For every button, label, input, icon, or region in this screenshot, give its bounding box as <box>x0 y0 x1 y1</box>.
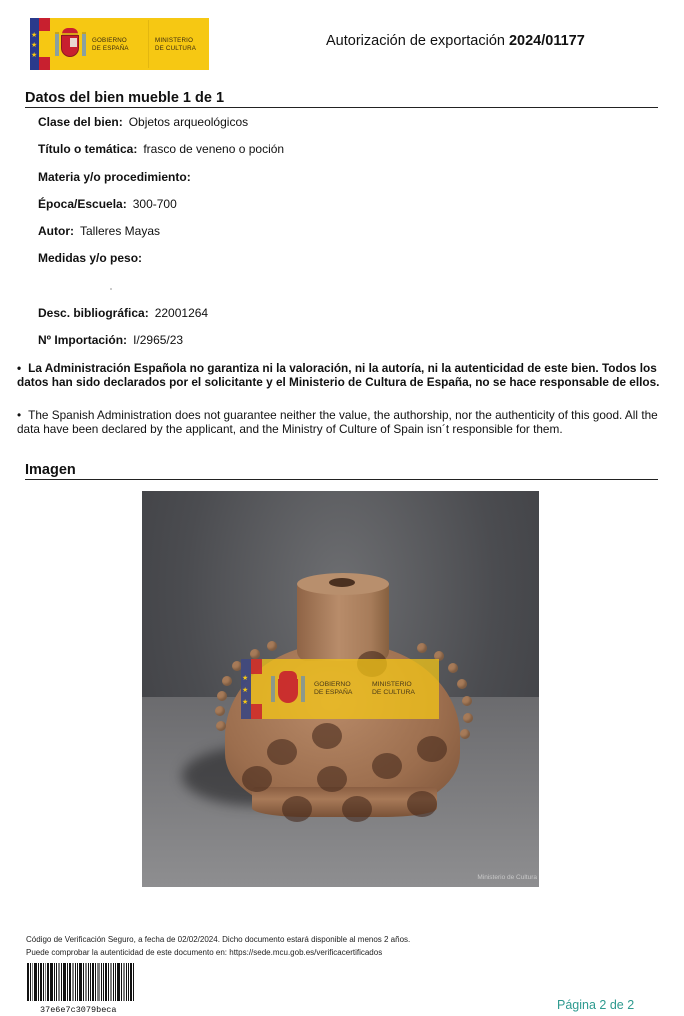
section-heading-goods: Datos del bien mueble 1 de 1 <box>25 90 658 108</box>
field-period: Época/Escuela: 300-700 <box>38 197 177 211</box>
disclaimer-english: • The Spanish Administration does not guarantee neither the value, the authorship, nor the authenticity of this good. All the data have been declared by the applicant, and the Ministry of Culture of Spain isn´t responsible for them. <box>17 408 658 437</box>
coat-of-arms-icon <box>50 18 92 70</box>
document-title <box>326 33 585 49</box>
watermark-ministry-text: MINISTERIO DE CULTURA <box>372 681 415 696</box>
artifact-photo <box>142 491 539 887</box>
barcode-icon <box>27 963 151 1005</box>
authorization-number: 2024/01177 <box>508 33 585 49</box>
field-class: Clase del bien: Objetos arqueológicos <box>38 115 249 129</box>
logo-government-text: GOBIERNO DE ESPAÑA <box>92 37 129 52</box>
spain-flag-icon <box>39 18 50 70</box>
field-import-number: Nº Importación: I/2965/23 <box>38 333 184 347</box>
field-author: Autor: Talleres Mayas <box>38 224 161 238</box>
field-material: Materia y/o procedimiento: <box>38 170 191 184</box>
logo-ministry-text: MINISTERIO DE CULTURA <box>155 37 197 52</box>
page-number: Página 2 de 2 <box>557 998 635 1012</box>
field-bibliography: Desc. bibliográfica: 22001264 <box>38 306 209 320</box>
eu-flag-icon: ★ ★ ★ <box>30 18 39 70</box>
eu-flag-icon: ★ ★ ★ <box>241 659 251 719</box>
verification-code-note: Código de Verificación Seguro, a fecha de 02/02/2024. Dicho documento estará disponible al menos 2 años. <box>26 935 411 944</box>
field-title: Título o temática: frasco de veneno o poción <box>38 142 285 156</box>
barcode-code: 37e6e7c3079beca <box>40 1005 117 1015</box>
coat-of-arms-icon <box>262 659 314 719</box>
title-prefix: Autorización de exportación <box>326 33 505 49</box>
disclaimer-spanish: • La Administración Española no garantiza ni la valoración, ni la autoría, ni la autenticidad de este bien. Todos los datos han sido declarados por el solicitante y el Ministerio de Cultura de España, no se hace responsable de ellos. <box>17 361 660 390</box>
watermark-logo <box>241 659 439 719</box>
scan-artifact <box>110 288 112 290</box>
watermark-government-text: GOBIERNO DE ESPAÑA <box>314 681 353 696</box>
field-measurements: Medidas y/o peso: <box>38 251 143 265</box>
photo-credit: Ministerio de Cultura <box>477 874 537 881</box>
verification-url-note: Puede comprobar la autenticidad de este documento en: https://sede.mcu.gob.es/verificacertificados <box>26 948 383 957</box>
section-heading-image: Imagen <box>25 462 658 480</box>
government-logo <box>30 18 209 70</box>
spain-flag-icon <box>251 659 262 719</box>
